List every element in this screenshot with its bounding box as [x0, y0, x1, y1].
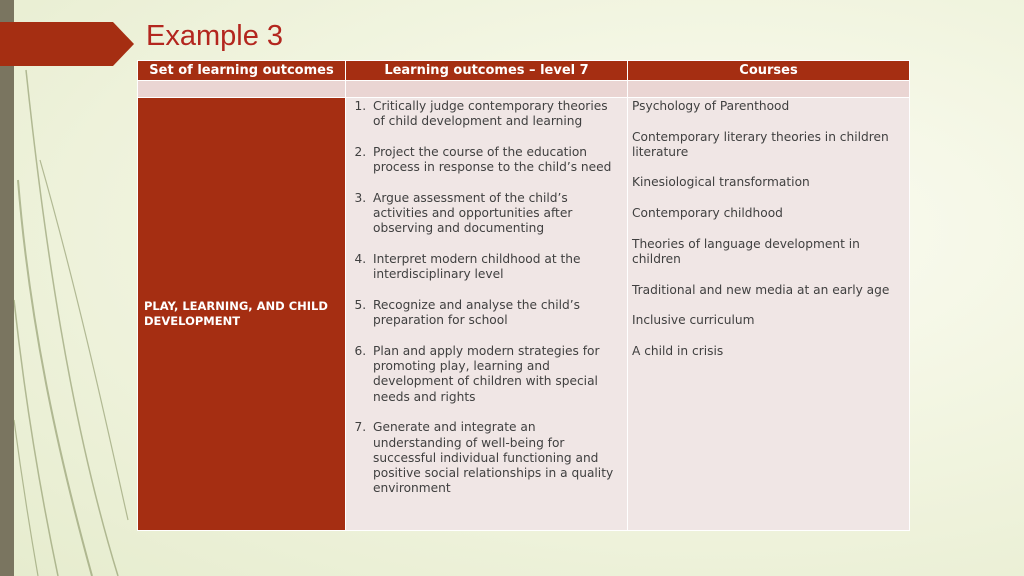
learning-outcomes-table: [137, 60, 910, 531]
left-edge-bar: [0, 0, 14, 576]
outcomes-cell: [346, 98, 628, 531]
courses-cell: [628, 98, 910, 531]
course-item: Kinesiological transformation: [632, 175, 810, 190]
course-item: Inclusive curriculum: [632, 313, 755, 328]
outcome-item: 1. Critically judge contemporary theories of child development and learning: [370, 99, 623, 130]
outcome-item: 2. Project the course of the education process in response to the child’s need: [370, 145, 623, 176]
course-item: Psychology of Parenthood: [632, 99, 790, 113]
outcome-item: 3. Argue assessment of the child’s activities and opportunities after observing and documenting: [370, 191, 623, 237]
course-item: Theories of language development in children: [632, 236, 860, 266]
header-courses: Courses: [628, 61, 910, 81]
table-row: [138, 98, 910, 531]
outcome-item: 4. Interpret modern childhood at the interdisciplinary level: [370, 252, 623, 283]
course-list: [632, 99, 905, 359]
course-item: Contemporary literary theories in children literature: [632, 129, 889, 159]
outcome-item: 5. Recognize and analyse the child’s preparation for school: [370, 298, 623, 329]
slide-title: Example 3: [146, 20, 284, 52]
course-item: Traditional and new media at an early age: [632, 282, 890, 297]
header-learning-outcomes-level-7: Learning outcomes – level 7: [346, 61, 628, 81]
header-set-of-learning-outcomes: Set of learning outcomes: [138, 61, 346, 81]
spacer-cell: [628, 81, 910, 98]
spacer-cell: [138, 81, 346, 98]
table-header-row: [138, 61, 910, 81]
title-arrow-banner: [0, 22, 134, 66]
outcome-item: 7. Generate and integrate an understanding of well-being for successful individual functioning and positive social relationships in a quality environment: [370, 420, 623, 496]
spacer-cell: [346, 81, 628, 98]
course-item: A child in crisis: [632, 343, 724, 358]
table-spacer-row: [138, 81, 910, 98]
outcome-list: [350, 99, 623, 497]
course-item: Contemporary childhood: [632, 206, 783, 221]
outcome-item: 6. Plan and apply modern strategies for promoting play, learning and development of children with special needs and rights: [370, 344, 623, 405]
learning-outcome-set-name: PLAY, LEARNING, AND CHILD DEVELOPMENT: [138, 98, 346, 531]
